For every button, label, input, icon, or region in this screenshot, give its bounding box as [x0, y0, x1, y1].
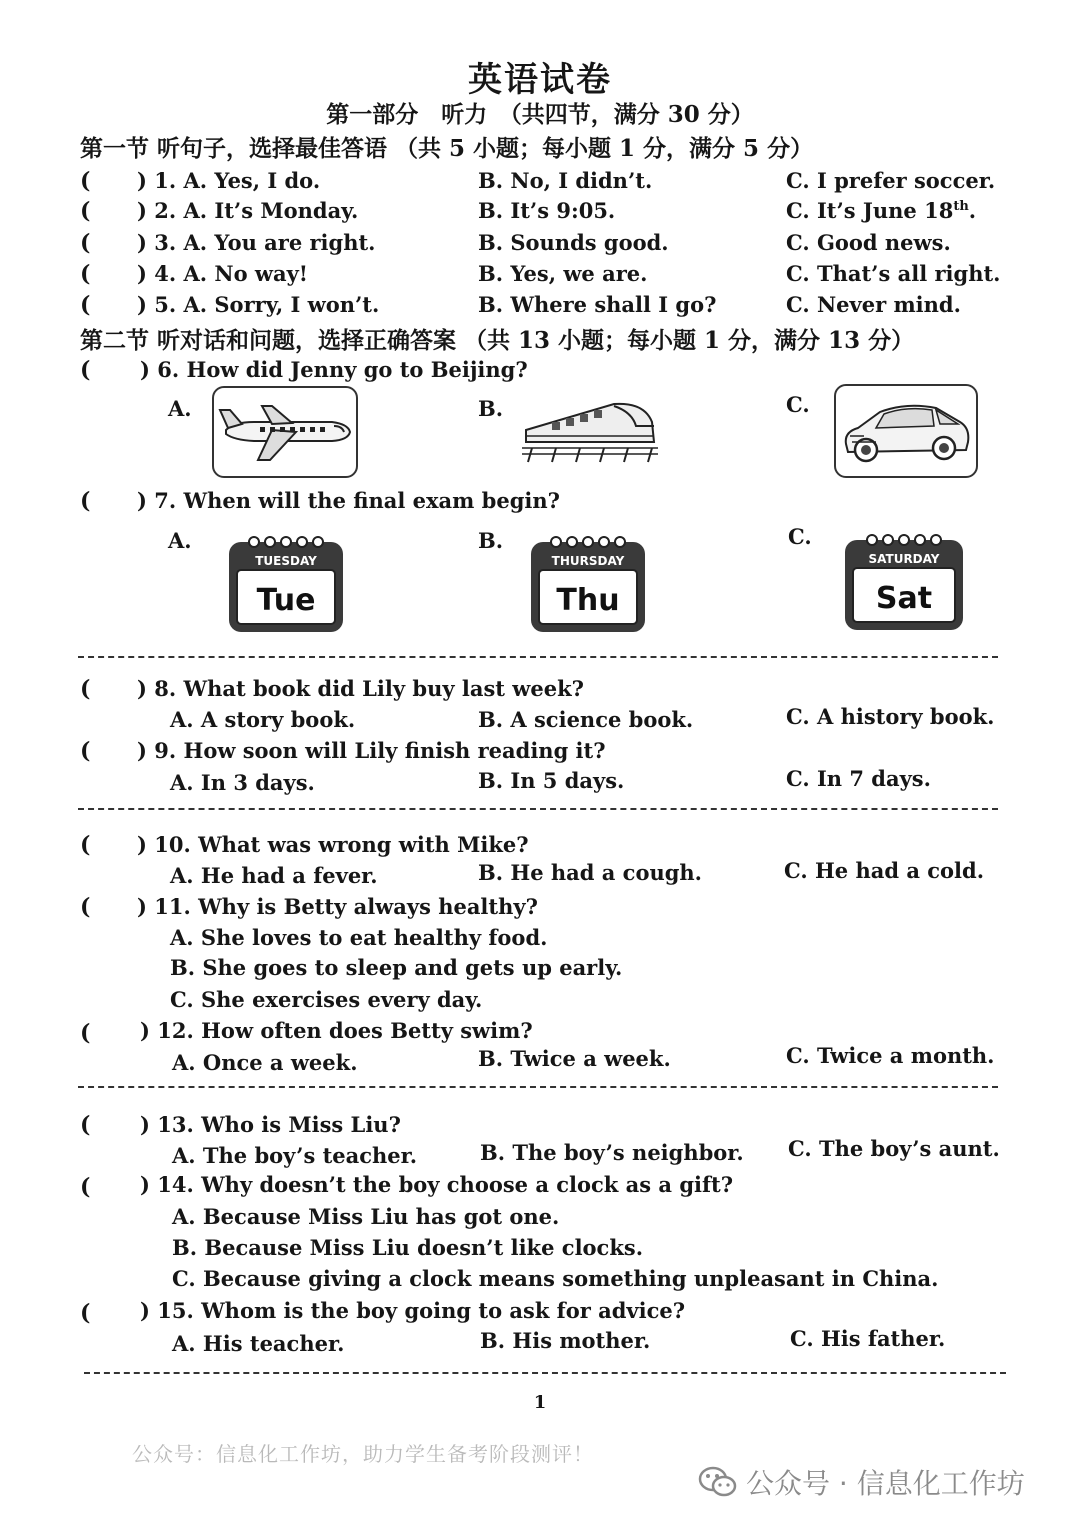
train-icon — [522, 392, 658, 464]
calendar-day-name: SATURDAY — [868, 552, 940, 566]
q11-option-c: C. She exercises every day. — [170, 987, 483, 1012]
watermark-text: 公众号：信息化工作坊，助力学生备考阶段测评！ — [132, 1442, 594, 1466]
q7-stem: ) 7. When will the final exam begin? — [137, 488, 560, 513]
airplane-icon — [214, 388, 356, 476]
q12-option-b: B. Twice a week. — [478, 1046, 671, 1071]
answer-paren: ( — [80, 261, 91, 287]
q5-option-b: B. Where shall I go? — [478, 292, 717, 317]
answer-paren: ( — [80, 1112, 91, 1138]
q7-option-c-label: C. — [788, 524, 812, 549]
q3-stem: ) 3. A. You are right. — [137, 230, 376, 255]
answer-paren: ( — [80, 292, 91, 318]
answer-paren: ( — [80, 676, 91, 702]
divider — [78, 1086, 998, 1088]
q2-option-c: C. It’s June 18th. — [786, 198, 977, 223]
airplane-picture — [212, 386, 358, 478]
q13-option-c: C. The boy’s aunt. — [788, 1136, 1000, 1161]
q1-option-c: C. I prefer soccer. — [786, 168, 996, 193]
answer-paren: ( — [80, 1020, 91, 1046]
q13-option-b: B. The boy’s neighbor. — [480, 1140, 744, 1165]
section-2-heading: 第二节 听对话和问题，选择正确答案 （共 13 小题；每小题 1 分，满分 13 分） — [80, 327, 915, 354]
part-heading: 第一部分 听力 （共四节，满分 30 分） — [326, 101, 754, 128]
answer-paren: ( — [80, 230, 91, 256]
q8-option-c: C. A history book. — [786, 704, 995, 729]
q14-stem: ) 14. Why doesn’t the boy choose a clock as a gift? — [140, 1172, 734, 1197]
q2-stem: ) 2. A. It’s Monday. — [137, 198, 359, 223]
q7-option-a-label: A. — [168, 528, 192, 553]
answer-paren: ( — [80, 357, 91, 383]
q14-option-b: B. Because Miss Liu doesn’t like clocks. — [172, 1235, 644, 1260]
q11-option-a: A. She loves to eat healthy food. — [170, 925, 548, 950]
calendar-day-abbr: Tue — [256, 583, 316, 618]
q8-option-a: A. A story book. — [170, 707, 356, 732]
q13-option-a: A. The boy’s teacher. — [172, 1143, 418, 1168]
q5-option-c: C. Never mind. — [786, 292, 961, 317]
answer-paren: ( — [80, 738, 91, 764]
q6-option-a-label: A. — [168, 396, 192, 421]
answer-paren: ( — [80, 832, 91, 858]
q4-stem: ) 4. A. No way! — [137, 261, 309, 286]
footer-account-name: 公众号 · 信息化工作坊 — [746, 1467, 1025, 1500]
calendar-icon — [528, 530, 648, 634]
q3-option-b: B. Sounds good. — [478, 230, 669, 255]
q6-stem: ) 6. How did Jenny go to Beijing? — [140, 357, 528, 382]
section-1-heading: 第一节 听句子，选择最佳答语 （共 5 小题；每小题 1 分，满分 5 分） — [80, 135, 814, 162]
q9-stem: ) 9. How soon will Lily finish reading it? — [137, 738, 606, 763]
answer-paren: ( — [80, 894, 91, 920]
calendar-saturday — [842, 528, 966, 632]
q15-stem: ) 15. Whom is the boy going to ask for advice? — [140, 1298, 686, 1323]
q15-option-c: C. His father. — [790, 1326, 946, 1351]
calendar-day-name: TUESDAY — [255, 554, 317, 568]
q8-stem: ) 8. What book did Lily buy last week? — [137, 676, 584, 701]
car-picture — [834, 384, 978, 478]
q3-option-c: C. Good news. — [786, 230, 951, 255]
calendar-day-abbr: Sat — [875, 581, 933, 616]
q1-option-b: B. No, I didn’t. — [478, 168, 653, 193]
divider — [78, 808, 998, 810]
q12-stem: ) 12. How often does Betty swim? — [140, 1018, 533, 1043]
q6-option-c-label: C. — [786, 392, 810, 417]
q8-option-b: B. A science book. — [478, 707, 694, 732]
q10-option-c: C. He had a cold. — [784, 858, 985, 883]
train-picture — [522, 392, 658, 464]
q12-option-c: C. Twice a month. — [786, 1043, 995, 1068]
calendar-icon — [226, 530, 346, 634]
q2-option-b: B. It’s 9:05. — [478, 198, 616, 223]
answer-paren: ( — [80, 488, 91, 514]
car-icon — [836, 386, 976, 476]
q12-option-a: A. Once a week. — [172, 1050, 358, 1075]
q6-option-b-label: B. — [478, 396, 504, 421]
calendar-day-abbr: Thu — [556, 583, 620, 618]
q14-option-c: C. Because giving a clock means something unpleasant in China. — [172, 1266, 939, 1291]
q11-stem: ) 11. Why is Betty always healthy? — [137, 894, 538, 919]
divider — [84, 1372, 1006, 1374]
calendar-thursday — [528, 530, 648, 634]
q9-option-b: B. In 5 days. — [478, 768, 625, 793]
q7-option-b-label: B. — [478, 528, 504, 553]
divider — [78, 656, 998, 658]
calendar-tuesday — [226, 530, 346, 634]
answer-paren: ( — [80, 198, 91, 224]
answer-paren: ( — [80, 1300, 91, 1326]
q4-option-b: B. Yes, we are. — [478, 261, 648, 286]
calendar-icon — [842, 528, 966, 632]
answer-paren: ( — [80, 168, 91, 194]
answer-paren: ( — [80, 1174, 91, 1200]
q4-option-c: C. That’s all right. — [786, 261, 1001, 286]
q5-stem: ) 5. A. Sorry, I won’t. — [137, 292, 380, 317]
q1-stem: ) 1. A. Yes, I do. — [137, 168, 321, 193]
q14-option-a: A. Because Miss Liu has got one. — [172, 1204, 560, 1229]
wechat-icon — [698, 1464, 738, 1500]
q15-option-b: B. His mother. — [480, 1328, 651, 1353]
q10-option-b: B. He had a cough. — [478, 860, 702, 885]
q9-option-a: A. In 3 days. — [170, 770, 315, 795]
q10-option-a: A. He had a fever. — [170, 863, 378, 888]
q11-option-b: B. She goes to sleep and gets up early. — [170, 955, 623, 980]
q9-option-c: C. In 7 days. — [786, 766, 931, 791]
exam-title: 英语试卷 — [468, 60, 612, 100]
page-number: 1 — [533, 1392, 547, 1413]
q13-stem: ) 13. Who is Miss Liu? — [140, 1112, 401, 1137]
calendar-day-name: THURSDAY — [551, 554, 625, 568]
q10-stem: ) 10. What was wrong with Mike? — [137, 832, 529, 857]
q15-option-a: A. His teacher. — [172, 1331, 345, 1356]
